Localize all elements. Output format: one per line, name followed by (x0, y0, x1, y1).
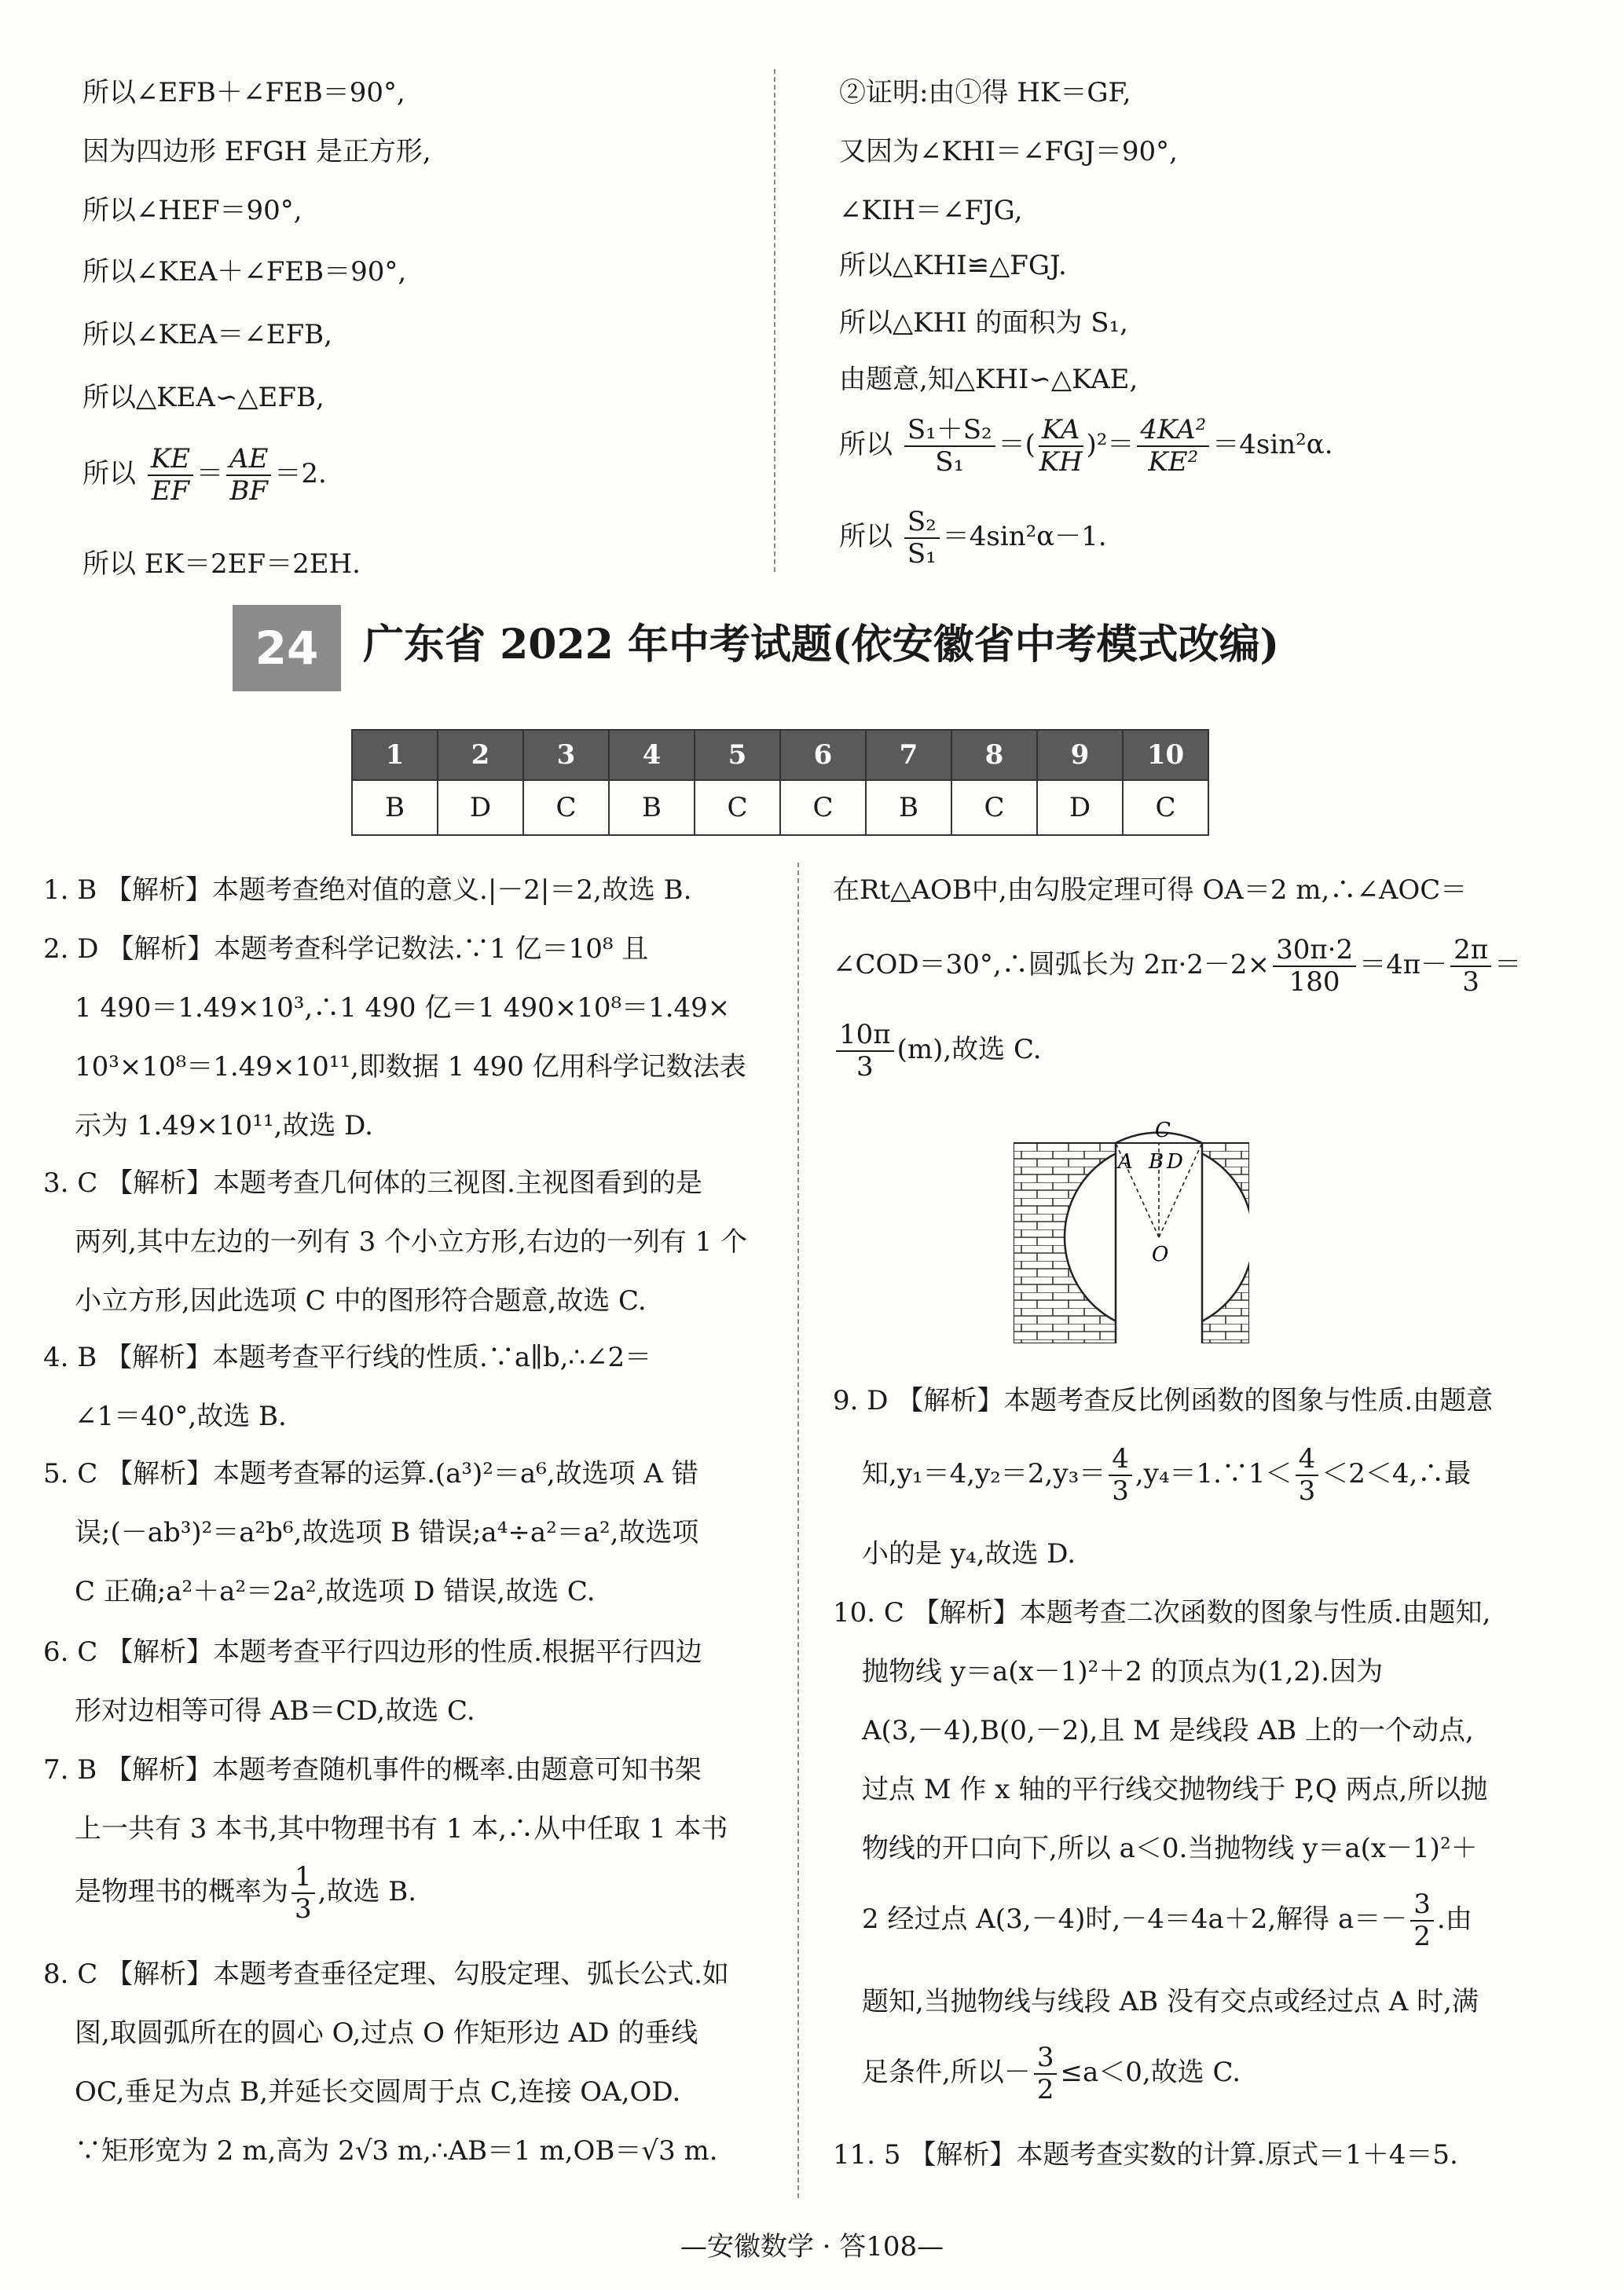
label-A: A (1118, 1150, 1133, 1174)
text-line: 由题意,知△KHI∽△KAE, (839, 364, 1138, 395)
question-3-line: 两列,其中左边的一列有 3 个小立方形,右边的一列有 1 个 (75, 1226, 748, 1258)
answer-table (351, 729, 1209, 836)
question-6-line: 6. C 【解析】本题考查平行四边形的性质.根据平行四边 (43, 1636, 702, 1668)
fraction (1109, 1444, 1132, 1507)
column-divider (774, 69, 775, 572)
question-8-line: ∵矩形宽为 2 m,高为 2√3 m,∴AB＝1 m,OB＝√3 m. (75, 2135, 718, 2167)
fraction (1034, 2043, 1058, 2105)
fraction (1137, 415, 1209, 478)
question-7-line: 上一共有 3 本书,其中物理书有 1 本,∴从中任取 1 本书 (75, 1813, 728, 1845)
question-10-line: 过点 M 作 x 轴的平行线交抛物线于 P,Q 两点,所以抛 (862, 1774, 1488, 1805)
answer-cell: C (951, 780, 1037, 835)
denominator: 3 (1298, 1475, 1316, 1508)
answer-cell: D (1037, 780, 1123, 835)
question-2-line: 1 490＝1.49×10³,∴1 490 亿＝1 490×10⁸＝1.49× (75, 992, 731, 1024)
arch-figure (1014, 1119, 1249, 1343)
denominator: 2 (1036, 2074, 1054, 2106)
text: ＝2. (274, 458, 327, 490)
numerator: KA (1039, 415, 1083, 447)
question-9-line: 小的是 y₄,故选 D. (862, 1538, 1076, 1570)
numerator: 4 (1296, 1444, 1319, 1476)
text: 所以 (839, 429, 893, 461)
numerator: S₂ (904, 507, 940, 539)
numerator: S₁＋S₂ (904, 415, 995, 447)
text: ,故选 B. (317, 1876, 417, 1908)
fraction (1039, 415, 1083, 478)
question-2-line: 2. D 【解析】本题考查科学记数法.∵1 亿＝10⁸ 且 (43, 933, 649, 965)
fraction (1273, 935, 1356, 998)
fraction-line: 所以 $\frac{KE}{EF}$ ＝ $\frac{AE}{BF}$ ＝2. (82, 443, 327, 507)
question-10-line: A(3,－4),B(0,－2),且 M 是线段 AB 上的一个动点, (862, 1715, 1474, 1746)
text-line: 所以△KHI≌△FGJ. (839, 250, 1067, 281)
question-10-line: 题知,当抛物线与线段 AB 没有交点或经过点 A 时,满 (862, 1986, 1479, 2017)
text: (m),故选 C. (896, 1034, 1042, 1066)
denominator: 180 (1289, 966, 1340, 998)
answer-table-header (352, 730, 1208, 780)
text-line: 所以 EK＝2EF＝2EH. (82, 548, 361, 580)
question-number: 3 (523, 730, 609, 780)
question-number: 6 (780, 730, 866, 780)
denominator: 3 (1462, 966, 1479, 998)
text: 足条件,所以－ (862, 2057, 1031, 2089)
text-line: 所以△KHI 的面积为 S₁, (839, 307, 1128, 339)
question-1: 1. B 【解析】本题考查绝对值的意义.|－2|＝2,故选 B. (43, 874, 692, 906)
label-D: D (1167, 1150, 1183, 1174)
text-line: 所以△KEA∽△EFB, (82, 382, 324, 413)
answer-table-row (352, 780, 1208, 835)
text: .由 (1436, 1903, 1472, 1936)
question-3-line: 小立方形,因此选项 C 中的图形符合题意,故选 C. (75, 1285, 647, 1317)
text: ＝ (1494, 949, 1522, 981)
text: ≤a＜0,故选 C. (1060, 2057, 1241, 2089)
denominator: S₁ (935, 446, 965, 478)
text: 所以 (839, 521, 893, 553)
question-4-line: 4. B 【解析】本题考查平行线的性质.∵a∥b,∴∠2＝ (43, 1342, 652, 1373)
text: ＝4π－ (1359, 949, 1448, 981)
answer-cell: B (352, 780, 438, 835)
question-4-line: ∠1＝40°,故选 B. (75, 1401, 287, 1432)
question-8-continued (833, 935, 1521, 998)
text: 所以 (82, 458, 136, 490)
question-6-line: 形对边相等可得 AB＝CD,故选 C. (75, 1695, 475, 1727)
fraction (226, 444, 271, 507)
denominator: 3 (1112, 1475, 1129, 1508)
question-10-line: 抛物线 y＝a(x－1)²＋2 的顶点为(1,2).因为 (862, 1656, 1384, 1687)
text: ∠COD＝30°,∴圆弧长为 2π·2－2× (833, 949, 1270, 981)
question-11: 11. 5 【解析】本题考查实数的计算.原式＝1＋4＝5. (833, 2139, 1458, 2171)
question-9-line (862, 1444, 1471, 1507)
column-divider (797, 863, 799, 2198)
numerator: 4KA² (1137, 415, 1209, 447)
question-number: 7 (866, 730, 951, 780)
question-number: 1 (352, 730, 438, 780)
fraction (904, 415, 995, 478)
question-10-line: 物线的开口向下,所以 a＜0.当抛物线 y＝a(x－1)²＋ (862, 1833, 1478, 1864)
text-line: 又因为∠KHI＝∠FGJ＝90°, (839, 136, 1178, 167)
text-line: 所以∠KEA＝∠EFB, (82, 319, 332, 350)
text-line: ②证明:由①得 HK＝GF, (839, 77, 1131, 108)
denominator: 2 (1413, 1921, 1431, 1953)
question-8-line: OC,垂足为点 B,并延长交圆周于点 C,连接 OA,OD. (75, 2076, 681, 2108)
section-number-badge: 24 (233, 605, 341, 691)
question-10-line (862, 1889, 1472, 1952)
answer-cell: C (780, 780, 866, 835)
text: 是物理书的概率为 (75, 1876, 288, 1908)
numerator: AE (226, 444, 271, 476)
answer-cell: B (866, 780, 951, 835)
question-number: 2 (438, 730, 523, 780)
numerator: 3 (1410, 1889, 1434, 1922)
fraction (1450, 935, 1491, 998)
question-number: 9 (1037, 730, 1123, 780)
question-8-continued: 在Rt△AOB中,由勾股定理可得 OA＝2 m,∴∠AOC＝ (833, 874, 1468, 906)
label-C: C (1155, 1119, 1171, 1142)
numerator: 2π (1450, 935, 1491, 967)
answer-cell: D (438, 780, 523, 835)
text: 知,y₁＝4,y₂＝2,y₃＝ (862, 1458, 1106, 1490)
text-line: 所以∠HEF＝90°, (82, 195, 302, 226)
fraction (148, 444, 193, 507)
question-number: 10 (1123, 730, 1208, 780)
answer-cell: B (609, 780, 695, 835)
text: ＝4sin²α－1. (942, 521, 1107, 553)
question-number: 5 (695, 730, 780, 780)
question-10-line: 10. C 【解析】本题考查二次函数的图象与性质.由题知, (833, 1597, 1491, 1629)
denominator: S₁ (907, 538, 937, 570)
text: ,y₄＝1.∵1＜ (1135, 1458, 1292, 1490)
answer-cell: C (523, 780, 609, 835)
fraction (836, 1020, 894, 1083)
numerator: 4 (1109, 1444, 1132, 1476)
text: ＜2＜4,∴最 (1322, 1458, 1472, 1490)
question-10-line (862, 2043, 1241, 2105)
label-B: B (1149, 1150, 1164, 1174)
numerator: 3 (1034, 2043, 1058, 2075)
text-line: 因为四边形 EFGH 是正方形, (82, 136, 431, 167)
question-2-line: 示为 1.49×10¹¹,故选 D. (75, 1110, 373, 1141)
answer-cell: C (695, 780, 780, 835)
question-9-line: 9. D 【解析】本题考查反比例函数的图象与性质.由题意 (833, 1385, 1494, 1416)
numerator: KE (148, 444, 193, 476)
question-5-line: 误;(－ab³)²＝a²b⁶,故选项 B 错误;a⁴÷a²＝a²,故选项 (75, 1517, 699, 1548)
denominator: 3 (295, 1893, 312, 1925)
fraction-line: 所以 $\frac{\text{S₁＋S₂}}{\text{S₁}}$ ＝( $\frac{KA}{KH}$ )²＝ $\frac{\text{4KA²}}{\text{KE²}}$ ＝4sin²α. (839, 414, 1333, 478)
section-title: 广东省 2022 年中考试题(依安徽省中考模式改编) (363, 621, 1280, 669)
question-5-line: C 正确;a²＋a²＝2a²,故选项 D 错误,故选 C. (75, 1576, 596, 1607)
text-line: 所以∠EFB＋∠FEB＝90°, (82, 77, 405, 108)
text: 2 经过点 A(3,－4)时,－4＝4a＋2,解得 a＝－ (862, 1903, 1408, 1936)
question-8-continued (833, 1020, 1042, 1083)
question-number: 4 (609, 730, 695, 780)
question-2-line: 10³×10⁸＝1.49×10¹¹,即数据 1 490 亿用科学记数法表 (75, 1051, 746, 1083)
question-8-line: 图,取圆弧所在的圆心 O,过点 O 作矩形边 AD 的垂线 (75, 2017, 698, 2049)
numerator: 30π·2 (1273, 935, 1356, 967)
question-7-line: 7. B 【解析】本题考查随机事件的概率.由题意可知书架 (43, 1754, 702, 1786)
page-footer: —安徽数学 · 答108— (680, 2231, 944, 2263)
denominator: KH (1039, 446, 1083, 478)
denominator: EF (151, 475, 190, 507)
text-line: 所以∠KEA＋∠FEB＝90°, (82, 256, 407, 288)
question-7-line (75, 1862, 416, 1925)
answer-cell: C (1123, 780, 1208, 835)
numerator: 1 (291, 1862, 315, 1894)
fraction-line (839, 507, 1107, 570)
numerator: 10π (836, 1020, 894, 1052)
question-8-line: 8. C 【解析】本题考查垂径定理、勾股定理、弧长公式.如 (43, 1958, 729, 1990)
denominator: 3 (856, 1051, 874, 1083)
question-number: 8 (951, 730, 1037, 780)
label-O: O (1152, 1243, 1169, 1266)
question-3-line: 3. C 【解析】本题考查几何体的三视图.主视图看到的是 (43, 1167, 702, 1199)
denominator: KE² (1148, 446, 1199, 478)
question-5-line: 5. C 【解析】本题考查幂的运算.(a³)²＝a⁶,故选项 A 错 (43, 1458, 698, 1489)
text: ＝4sin²α. (1212, 429, 1333, 461)
fraction (1296, 1444, 1319, 1507)
denominator: BF (229, 475, 269, 507)
text-line: ∠KIH＝∠FJG, (839, 195, 1023, 226)
fraction (1410, 1889, 1434, 1952)
fraction (291, 1862, 315, 1925)
fraction (904, 507, 940, 570)
